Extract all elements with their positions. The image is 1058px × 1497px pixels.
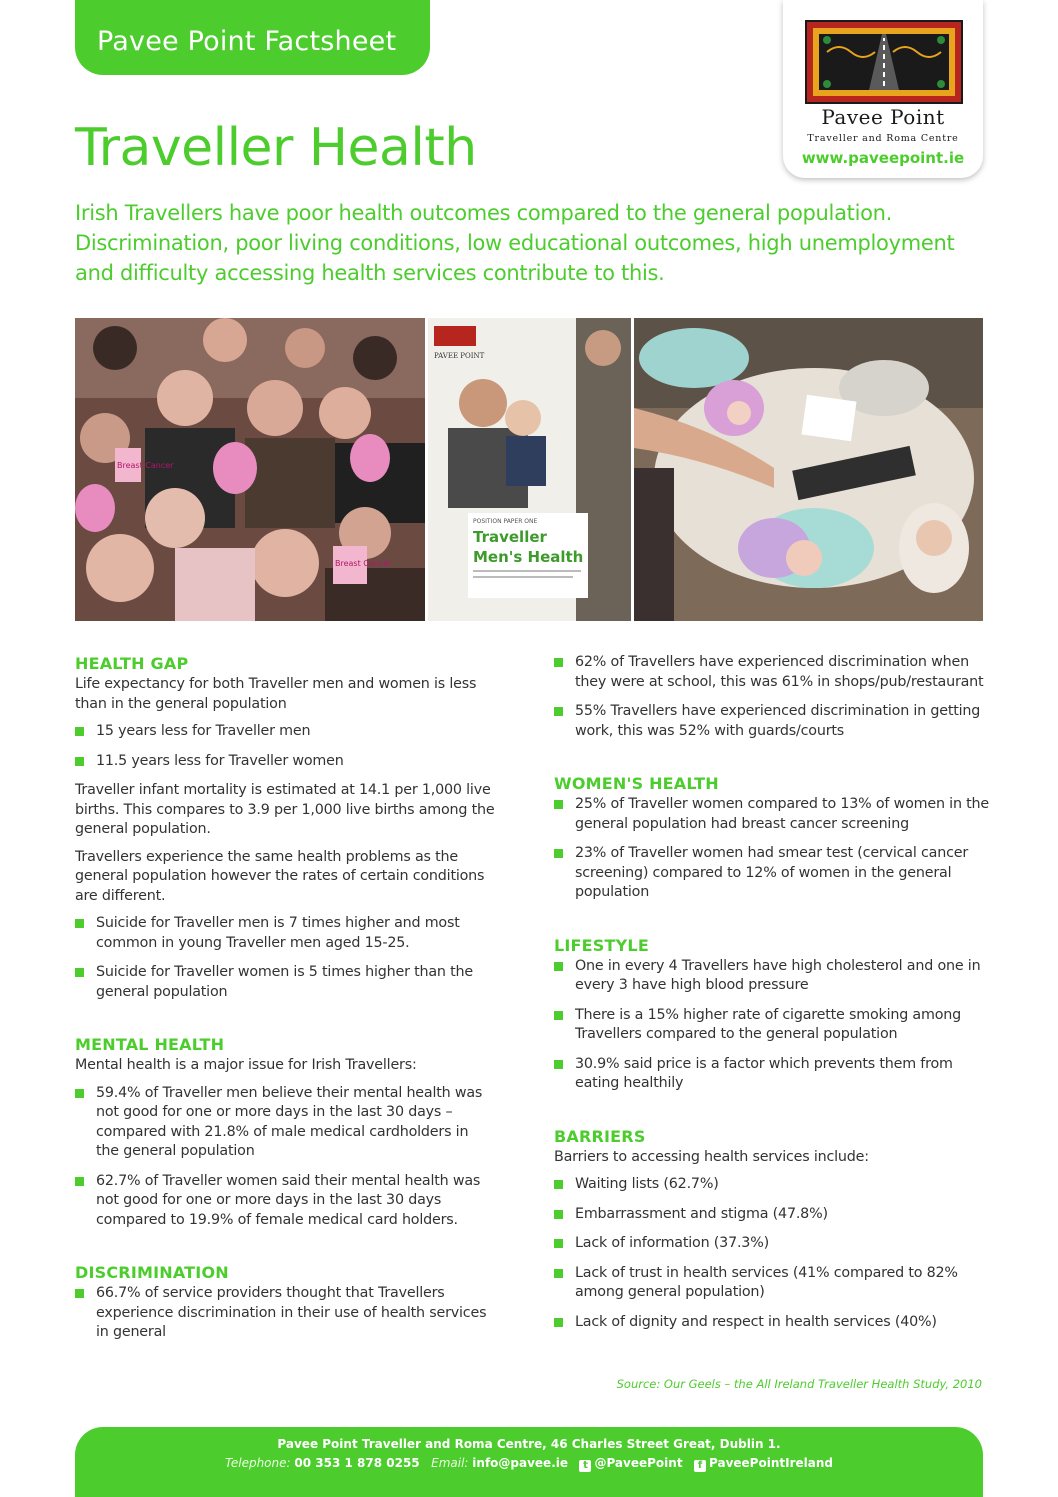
- source-citation: Source: Our Geels – the All Ireland Traveller Health Study, 2010: [616, 1377, 982, 1391]
- leaflet-text-1: Breast Cancer: [117, 461, 174, 470]
- logo-subtitle: Traveller and Roma Centre: [807, 133, 959, 144]
- health-problems-text: Travellers experience the same health problems as the general population however the rates of certain conditions are different.: [75, 848, 485, 904]
- twitter-link[interactable]: @PaveePoint: [594, 1456, 683, 1470]
- footer-contacts: [75, 1456, 983, 1472]
- heading-barriers: BARRIERS: [554, 1126, 646, 1146]
- list-item: 25% of Traveller women compared to 13% of women in the general population had breast cancer screening: [554, 795, 994, 834]
- section-health-gap: [75, 653, 495, 1002]
- poster-logo-text: PAVEE POINT: [434, 352, 485, 360]
- list-item: Lack of dignity and respect in health services (40%): [554, 1313, 994, 1333]
- footer: [75, 1427, 983, 1497]
- telephone-number[interactable]: 00 353 1 878 0255: [294, 1456, 420, 1470]
- heading-mental-health: MENTAL HEALTH: [75, 1035, 225, 1054]
- bullet-square-icon: [554, 849, 563, 858]
- section-discrimination: [75, 1262, 495, 1343]
- barriers-list: [554, 1175, 994, 1332]
- bullet-square-icon: [75, 919, 84, 928]
- poster-subtitle: POSITION PAPER ONE: [473, 518, 538, 525]
- list-item: 11.5 years less for Traveller women: [75, 752, 495, 772]
- list-item: Lack of information (37.3%): [554, 1234, 994, 1254]
- list-item: One in every 4 Travellers have high cholesterol and one in every 3 have high blood pressure: [554, 957, 994, 996]
- section-womens-health: [554, 773, 994, 903]
- section-mental-health: [75, 1034, 495, 1230]
- list-item: 62.7% of Traveller women said their mental health was not good for one or more days in the last 30 days compared to 19.9% of female medical card holders.: [75, 1172, 495, 1231]
- logo-road-icon: [807, 22, 961, 102]
- list-item: 23% of Traveller women had smear test (cervical cancer screening) compared to 12% of women in the general population: [554, 844, 994, 903]
- poster-title: Traveller: [473, 528, 547, 546]
- right-column: [554, 653, 994, 1342]
- email-label: Email:: [431, 1456, 469, 1470]
- bullet-square-icon: [554, 1318, 563, 1327]
- bullet-square-icon: [554, 1269, 563, 1278]
- list-item: Lack of trust in health services (41% compared to 82% among general population): [554, 1264, 994, 1303]
- section-lifestyle: [554, 935, 994, 1094]
- leaflet-text-2: Breast Cancer: [335, 559, 392, 568]
- logo-artwork: [805, 20, 963, 104]
- section-discrimination-cont: [554, 653, 994, 741]
- list-item: 30.9% said price is a factor which prevents them from eating healthily: [554, 1055, 994, 1094]
- logo-name: Pavee Point: [821, 105, 945, 129]
- website-link[interactable]: www.paveepoint.ie: [801, 149, 965, 167]
- bullet-square-icon: [75, 968, 84, 977]
- heading-health-gap: HEALTH GAP: [75, 654, 189, 673]
- barriers-intro: Barriers to accessing health services include:: [554, 1148, 869, 1165]
- facebook-link[interactable]: PaveePointIreland: [709, 1456, 833, 1470]
- health-gap-intro: Life expectancy for both Traveller men and women is less than in the general population: [75, 676, 477, 712]
- poster-title-2: Men's Health: [473, 548, 584, 566]
- photo-mens-health-poster: [428, 318, 631, 621]
- list-item: Suicide for Traveller women is 5 times higher than the general population: [75, 963, 495, 1002]
- list-item: 15 years less for Traveller men: [75, 722, 495, 742]
- discrimination-list: [75, 1284, 495, 1343]
- mental-health-intro: Mental health is a major issue for Irish Travellers:: [75, 1057, 417, 1073]
- bullet-square-icon: [75, 727, 84, 736]
- bullet-square-icon: [554, 1060, 563, 1069]
- intro-paragraph: Irish Travellers have poor health outcomes compared to the general population. Discrimination, poor living conditions, low educational outcomes, high unemployment and difficulty accessing health services contribute to this.: [75, 201, 955, 285]
- discrimination-list-cont: [554, 653, 994, 741]
- mental-health-list: [75, 1084, 495, 1231]
- twitter-icon: t: [579, 1460, 591, 1472]
- factsheet-tab: [75, 0, 430, 75]
- list-item: Suicide for Traveller men is 7 times higher and most common in young Traveller men aged 15-25.: [75, 914, 495, 953]
- bullet-square-icon: [554, 800, 563, 809]
- health-gap-list: [75, 722, 495, 771]
- list-item: Waiting lists (62.7%): [554, 1175, 994, 1195]
- bullet-square-icon: [75, 1289, 84, 1298]
- section-barriers: [554, 1126, 994, 1333]
- pavee-point-logo[interactable]: [783, 0, 983, 178]
- email-link[interactable]: info@pavee.ie: [472, 1456, 568, 1470]
- suicide-list: [75, 914, 495, 1002]
- photo-infant-care-session: [634, 318, 983, 621]
- bullet-square-icon: [75, 1177, 84, 1186]
- bullet-square-icon: [554, 1180, 563, 1189]
- bullet-square-icon: [554, 658, 563, 667]
- bullet-square-icon: [554, 1239, 563, 1248]
- bullet-square-icon: [75, 1089, 84, 1098]
- photo-breast-cancer-group: [75, 318, 425, 621]
- bullet-square-icon: [554, 1210, 563, 1219]
- heading-lifestyle: LIFESTYLE: [554, 935, 649, 955]
- factsheet-tab-label: Pavee Point Factsheet: [97, 26, 397, 57]
- bullet-square-icon: [554, 962, 563, 971]
- page-title: Traveller Health: [75, 118, 477, 178]
- infant-mortality-text: Traveller infant mortality is estimated at 14.1 per 1,000 live births. This compares to 3.9 per 1,000 live births among the general population.: [75, 782, 495, 837]
- telephone-label: Telephone:: [225, 1456, 291, 1470]
- bullet-square-icon: [75, 757, 84, 766]
- lifestyle-list: [554, 957, 994, 1094]
- list-item: 62% of Travellers have experienced discrimination when they were at school, this was 61% in shops/pub/restaurant: [554, 653, 994, 692]
- womens-health-list: [554, 795, 994, 903]
- list-item: 55% Travellers have experienced discrimination in getting work, this was 52% with guards/courts: [554, 702, 994, 741]
- heading-discrimination: DISCRIMINATION: [75, 1263, 229, 1282]
- list-item: 66.7% of service providers thought that Travellers experience discrimination in their use of health services in general: [75, 1284, 495, 1343]
- footer-address: Pavee Point Traveller and Roma Centre, 46 Charles Street Great, Dublin 1.: [277, 1437, 781, 1451]
- list-item: There is a 15% higher rate of cigarette smoking among Travellers compared to the general population: [554, 1006, 994, 1045]
- list-item: 59.4% of Traveller men believe their mental health was not good for one or more days in the last 30 days – compared with 21.8% of male medical cardholders in the general population: [75, 1084, 495, 1162]
- left-column: [75, 653, 495, 1353]
- heading-womens-health: WOMEN'S HEALTH: [554, 774, 719, 793]
- facebook-icon: f: [694, 1460, 706, 1472]
- bullet-square-icon: [554, 1011, 563, 1020]
- list-item: Embarrassment and stigma (47.8%): [554, 1205, 994, 1225]
- bullet-square-icon: [554, 707, 563, 716]
